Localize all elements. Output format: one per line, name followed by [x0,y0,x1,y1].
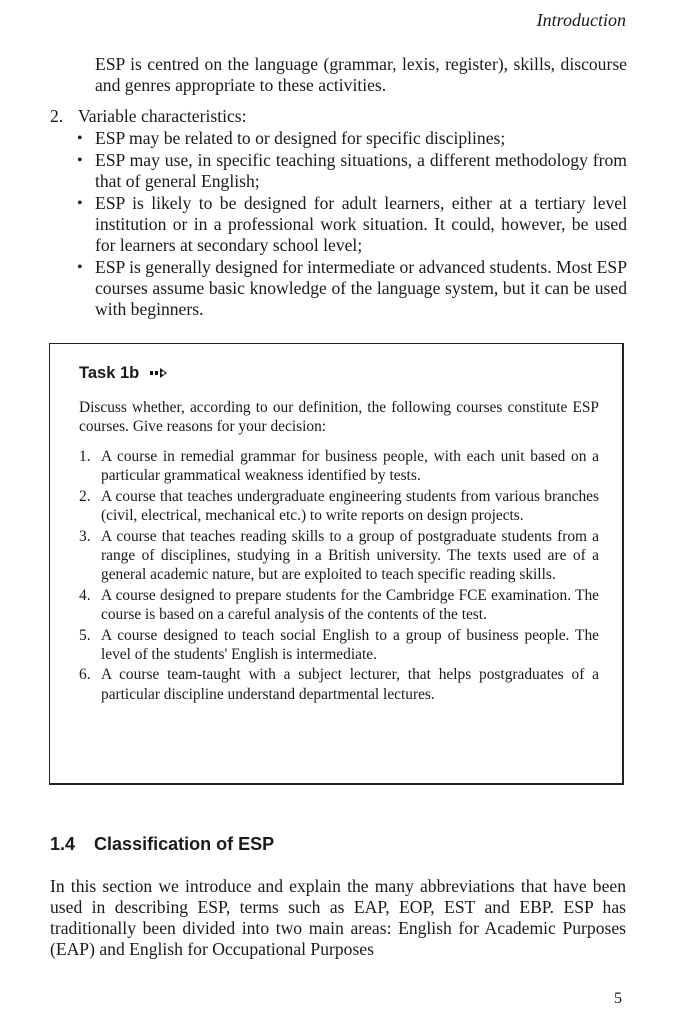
task-list [79,447,599,705]
bullet-item: • ESP is likely to be designed for adult learners, either at a tertiary level institution or in a professional work situation. It could, however, be used for learners at secondary school level; [95,193,627,256]
task-title-text: Task 1b [79,364,140,382]
task-item-text: A course designed to prepare students for the Cambridge FCE examination. The course is based on a careful analysis of the contents of the test. [101,586,599,624]
intro-paragraph: ESP is centred on the language (grammar, lexis, register), skills, discourse and genres appropriate to these activities. [95,54,627,95]
section-heading [50,834,274,855]
task-item-number: 3. [79,527,91,545]
task-item [79,665,599,704]
task-item [79,586,599,625]
task-title [79,364,170,384]
task-intro: Discuss whether, according to our definition, the following courses constitute ESP courses. Give reasons for your decision: [79,399,599,435]
variable-number: 2. [50,106,64,126]
task-item-number: 5. [79,626,91,644]
task-item-text: A course that teaches reading skills to a group of postgraduate students from a range of disciplines, studying in a British university. The texts used are of a general academic nature, but are exploited to teach specific reading skills. [101,527,599,584]
task-item-text: A course designed to teach social English to a group of business people. The level of the students' English is intermediate. [101,626,599,664]
running-head: Introduction [536,10,626,30]
variable-heading-text: Variable characteristics: [78,106,247,126]
task-item-number: 2. [79,487,91,505]
task-item-text: A course that teaches undergraduate engineering students from various branches (civil, electrical, mechanical etc.) to write reports on design projects. [101,487,599,525]
variable-heading [50,106,627,127]
task-box [49,343,624,785]
section-number: 1.4 [50,834,76,854]
bullet-item: • ESP may use, in specific teaching situations, a different methodology from that of general English; [95,150,627,192]
task-item [79,447,599,486]
section-title: Classification of ESP [94,834,275,854]
arrow-right-icon [150,365,170,384]
bullet-item: • ESP is generally designed for intermediate or advanced students. Most ESP courses assume basic knowledge of the language system, but it can be used with beginners. [95,257,627,320]
variable-bullet-list [50,128,627,320]
task-item [79,527,599,585]
task-item-number: 6. [79,666,91,684]
task-item [79,487,599,526]
variable-characteristics [50,106,627,320]
task-item-number: 1. [79,448,91,465]
task-item [79,626,599,665]
task-item-text: A course in remedial grammar for business people, with each unit based on a particular grammatical weakness identified by tests. [101,448,599,485]
task-item-text: A course team-taught with a subject lecturer, that helps postgraduates of a particular discipline understand departmental lectures. [101,666,599,703]
task-item-number: 4. [79,586,91,604]
bullet-item: • ESP may be related to or designed for specific disciplines; [95,128,627,149]
page-number: 5 [614,990,622,1007]
section-paragraph: In this section we introduce and explain the many abbreviations that have been used in describing ESP, terms such as EAP, EOP, EST and EBP. ESP has traditionally been divided into two main areas: English for Academic Purposes (EAP) and English for Occupational Purposes [50,876,626,959]
